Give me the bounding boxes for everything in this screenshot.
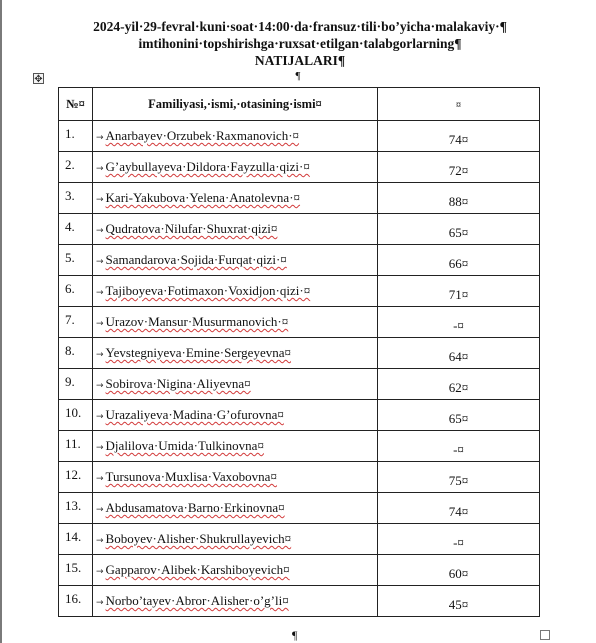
row-number: 12. [65,467,82,482]
row-number: 1. [65,126,75,141]
student-name: Sobirova·Nigina·Aliyevna¤ [105,376,251,391]
table-row [59,338,540,369]
score-cell[interactable] [378,307,540,338]
student-name: Samandarova·Sojida·Furqat·qizi·¤ [105,252,287,267]
student-name: Qudratova·Nilufar·Shuxrat·qizi¤ [105,221,278,236]
tab-arrow-icon: → [96,412,104,422]
row-number-cell[interactable] [59,152,93,183]
student-name-cell[interactable] [93,245,378,276]
score-cell[interactable] [378,121,540,152]
student-name-cell[interactable] [93,214,378,245]
row-number-cell[interactable] [59,214,93,245]
student-name: Boboyev·Alisher·Shukrullayevich¤ [105,531,292,546]
table-move-handle-icon[interactable]: ✥ [34,74,43,85]
row-number-cell[interactable] [59,338,93,369]
tab-arrow-icon: → [96,226,104,236]
table-row [59,276,540,307]
row-number-cell[interactable] [59,121,93,152]
row-number-cell[interactable] [59,462,93,493]
tab-arrow-icon: → [96,133,104,143]
student-name: Norbo’tayev·Abror·Alisher·o’g’li¤ [105,593,289,608]
score-cell[interactable] [378,431,540,462]
student-name-cell[interactable] [93,338,378,369]
row-number-cell[interactable] [59,183,93,214]
score-cell[interactable] [378,183,540,214]
score-value: 62¤ [448,380,469,395]
row-number: 9. [65,374,75,389]
paragraph-mark: ¶ [295,70,301,82]
student-name-cell[interactable] [93,369,378,400]
student-name-cell[interactable] [93,586,378,617]
row-number-cell[interactable] [59,493,93,524]
tab-arrow-icon: → [96,567,104,577]
header-score[interactable] [378,88,540,121]
student-name: Djalilova·Umida·Tulkinovna¤ [105,438,264,453]
row-number-cell[interactable] [59,555,93,586]
table-row [59,369,540,400]
score-cell[interactable] [378,369,540,400]
score-value: 65¤ [448,225,469,240]
tab-arrow-icon: → [96,505,104,515]
score-cell[interactable] [378,400,540,431]
tab-arrow-icon: → [96,474,104,484]
row-number: 2. [65,157,75,172]
student-name-cell[interactable] [93,555,378,586]
row-number: 8. [65,343,75,358]
title-line-3: NATIJALARI¶ [254,53,346,68]
table-header-row [59,88,540,121]
tab-arrow-icon: → [96,350,104,360]
tab-arrow-icon: → [96,164,104,174]
student-name-cell[interactable] [93,152,378,183]
row-number: 15. [65,560,82,575]
table-row [59,245,540,276]
score-cell[interactable] [378,276,540,307]
row-number-cell[interactable] [59,524,93,555]
table-row [59,555,540,586]
student-name-cell[interactable] [93,276,378,307]
score-value: -¤ [453,535,464,550]
table-row [59,493,540,524]
score-value: 45¤ [448,597,469,612]
row-number-cell[interactable] [59,586,93,617]
row-number-cell[interactable] [59,431,93,462]
score-cell[interactable] [378,214,540,245]
score-cell[interactable] [378,555,540,586]
score-value: 66¤ [448,256,469,271]
row-number: 10. [65,405,82,420]
score-cell[interactable] [378,245,540,276]
score-value: -¤ [453,442,464,457]
table-row [59,524,540,555]
title-line-1: 2024-yil·29-fevral·kuni·soat·14:00·da·fransuz·tili·bo’yicha·malakaviy·¶ [93,19,507,34]
score-cell[interactable] [378,586,540,617]
score-cell[interactable] [378,152,540,183]
row-number: 13. [65,498,82,513]
end-paragraph-mark: ¶ [292,628,298,642]
row-number: 3. [65,188,75,203]
student-name: Urazaliyeva·Madina·G’ofurovna¤ [105,407,284,422]
score-value: 60¤ [448,566,469,581]
tab-arrow-icon: → [96,381,104,391]
row-number-cell[interactable] [59,307,93,338]
student-name-cell[interactable] [93,462,378,493]
header-name[interactable]: Familiyasi,·ismi,·otasining·ismi¤ [93,88,378,121]
tab-arrow-icon: → [96,443,104,453]
student-name: Yevstegniyeva·Emine·Sergeyevna¤ [105,345,291,360]
tab-arrow-icon: → [96,319,104,329]
score-value: 74¤ [448,132,469,147]
student-name-cell[interactable] [93,307,378,338]
row-number: 16. [65,591,82,606]
page-edge [0,0,2,643]
score-value: 65¤ [448,411,469,426]
student-name: Tursunova·Muxlisa·Vaxobovna¤ [105,469,277,484]
score-value: 75¤ [448,473,469,488]
row-number: 7. [65,312,75,327]
score-value: 72¤ [448,163,469,178]
student-name: Gapparov·Alibek·Karshiboyevich¤ [105,562,290,577]
table-row [59,214,540,245]
student-name: Tajiboyeva·Fotimaxon·Voxidjon·qizi·¤ [105,283,311,298]
tab-arrow-icon: → [96,598,104,608]
row-number: 5. [65,250,75,265]
tab-arrow-icon: → [96,257,104,267]
score-value: -¤ [453,318,464,333]
score-cell[interactable] [378,462,540,493]
row-number: 14. [65,529,82,544]
document-title [60,18,540,69]
student-name-cell[interactable] [93,121,378,152]
student-name-cell[interactable] [93,493,378,524]
score-cell[interactable] [378,524,540,555]
score-value: 64¤ [448,349,469,364]
header-score-mark: ¤ [456,99,461,111]
row-number-cell[interactable] [59,400,93,431]
student-name: Abdusamatova·Barno·Erkinovna¤ [105,500,285,515]
row-number-cell[interactable] [59,276,93,307]
score-value: 74¤ [448,504,469,519]
student-name: Anarbayev·Orzubek·Raxmanovich·¤ [105,128,300,143]
results-table [58,87,540,617]
student-name-cell[interactable] [93,431,378,462]
table-row [59,431,540,462]
score-value: 88¤ [448,194,469,209]
table-row [59,152,540,183]
row-number-cell[interactable] [59,245,93,276]
header-number[interactable]: №¤ [59,88,93,121]
table-row [59,307,540,338]
resize-handle-icon[interactable] [540,630,550,640]
table-row [59,462,540,493]
student-name-cell[interactable] [93,400,378,431]
row-number-cell[interactable] [59,369,93,400]
table-row [59,400,540,431]
tab-arrow-icon: → [96,288,104,298]
row-number: 4. [65,219,75,234]
student-name-cell[interactable] [93,183,378,214]
table-row [59,183,540,214]
table-row [59,586,540,617]
score-value: 71¤ [448,287,469,302]
title-line-2: imtihonini·topshirishga·ruxsat·etilgan·talabgorlarning¶ [138,36,462,51]
student-name: Kari-Yakubova·Yelena·Anatolevna·¤ [105,190,301,205]
student-name: Urazov·Mansur·Musurmanovich·¤ [105,314,289,329]
table-row [59,121,540,152]
score-cell[interactable] [378,493,540,524]
tab-arrow-icon: → [96,536,104,546]
student-name: G’aybullayeva·Dildora·Fayzulla·qizi·¤ [105,159,310,174]
score-cell[interactable] [378,338,540,369]
table-body [59,121,540,617]
student-name-cell[interactable] [93,524,378,555]
row-number: 6. [65,281,75,296]
tab-arrow-icon: → [96,195,104,205]
row-number: 11. [65,436,81,451]
